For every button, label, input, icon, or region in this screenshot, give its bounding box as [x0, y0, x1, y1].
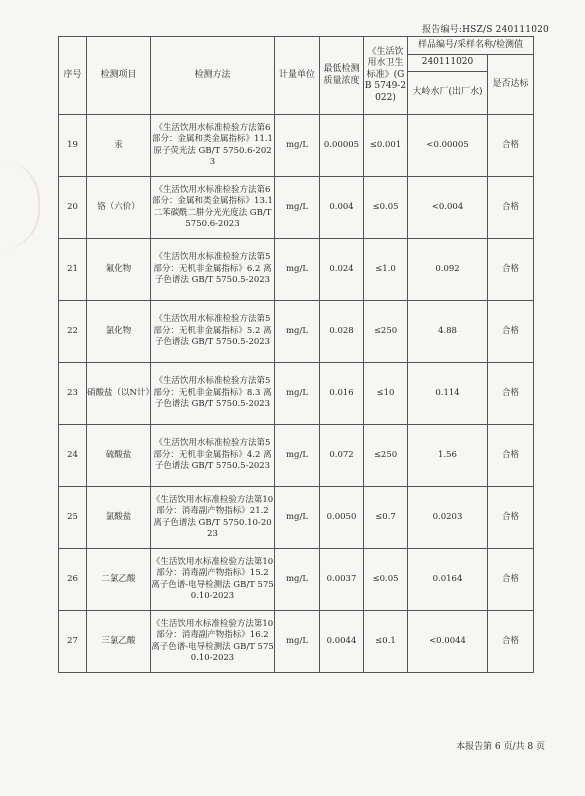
cell-item: 三氯乙酸 — [87, 611, 151, 673]
cell-unit: mg/L — [275, 425, 320, 487]
table-row — [59, 115, 534, 177]
cell-method: 《生活饮用水标准检验方法第5部分：无机非金属指标》4.2 离子色谱法 GB/T 5750.5-2023 — [151, 425, 275, 487]
cell-result: 合格 — [488, 425, 534, 487]
cell-item: 铬（六价） — [87, 177, 151, 239]
cell-mdl: 0.016 — [320, 363, 364, 425]
cell-mdl: 0.0037 — [320, 549, 364, 611]
header-conclusion: 是否达标 — [488, 55, 534, 115]
results-body — [59, 115, 534, 673]
header-mdl: 最低检测质量浓度 — [320, 37, 364, 115]
cell-result: 合格 — [488, 239, 534, 301]
cell-unit: mg/L — [275, 301, 320, 363]
cell-method: 《生活饮用水标准检验方法第5部分：无机非金属指标》8.3 离子色谱法 GB/T 5750.5-2023 — [151, 363, 275, 425]
results-table — [58, 36, 534, 673]
table-row — [59, 487, 534, 549]
header-method: 检测方法 — [151, 37, 275, 115]
cell-limit: ≤0.05 — [364, 177, 408, 239]
cell-value: 0.0203 — [408, 487, 488, 549]
header-no: 序号 — [59, 37, 87, 115]
cell-mdl: 0.028 — [320, 301, 364, 363]
cell-no: 23 — [59, 363, 87, 425]
cell-mdl: 0.004 — [320, 177, 364, 239]
cell-no: 27 — [59, 611, 87, 673]
cell-item: 硫酸盐 — [87, 425, 151, 487]
cell-value: <0.00005 — [408, 115, 488, 177]
cell-value: 0.0164 — [408, 549, 488, 611]
header-standard: 《生活饮用水卫生标准》(GB 5749-2022) — [364, 37, 408, 115]
header-unit: 计量单位 — [275, 37, 320, 115]
table-row — [59, 549, 534, 611]
cell-limit: ≤0.7 — [364, 487, 408, 549]
cell-no: 20 — [59, 177, 87, 239]
cell-method: 《生活饮用水标准检验方法第5部分：无机非金属指标》6.2 离子色谱法 GB/T 5750.5-2023 — [151, 239, 275, 301]
cell-item: 氯酸盐 — [87, 487, 151, 549]
header-item: 检测项目 — [87, 37, 151, 115]
header-sample-name: 大岭水厂(出厂水) — [408, 72, 488, 115]
cell-result: 合格 — [488, 549, 534, 611]
cell-method: 《生活饮用水标准检验方法第6部分：金属和类金属指标》13.1 二苯碳酰二肼分光光度法 GB/T 5750.6-2023 — [151, 177, 275, 239]
cell-limit: ≤0.05 — [364, 549, 408, 611]
cell-method: 《生活饮用水标准检验方法第5部分：无机非金属指标》5.2 离子色谱法 GB/T 5750.5-2023 — [151, 301, 275, 363]
cell-no: 26 — [59, 549, 87, 611]
cell-value: 4.88 — [408, 301, 488, 363]
cell-unit: mg/L — [275, 487, 320, 549]
cell-limit: ≤250 — [364, 425, 408, 487]
cell-limit: ≤0.001 — [364, 115, 408, 177]
header-sample-id: 240111020 — [408, 55, 488, 72]
page-footer: 本报告第 6 页/共 8 页 — [456, 742, 545, 752]
cell-value: 0.092 — [408, 239, 488, 301]
cell-method: 《生活饮用水标准检验方法第10部分：消毒副产物指标》16.2 离子色谱-电导检测法 GB/T 5750.10-2023 — [151, 611, 275, 673]
cell-mdl: 0.0044 — [320, 611, 364, 673]
cell-limit: ≤10 — [364, 363, 408, 425]
cell-unit: mg/L — [275, 115, 320, 177]
cell-method: 《生活饮用水标准检验方法第6部分：金属和类金属指标》11.1 原子荧光法 GB/T 5750.6-2023 — [151, 115, 275, 177]
table-row — [59, 177, 534, 239]
cell-unit: mg/L — [275, 177, 320, 239]
cell-limit: ≤250 — [364, 301, 408, 363]
cell-value: <0.0044 — [408, 611, 488, 673]
cell-no: 21 — [59, 239, 87, 301]
cell-no: 19 — [59, 115, 87, 177]
cell-unit: mg/L — [275, 611, 320, 673]
cell-mdl: 0.0050 — [320, 487, 364, 549]
cell-value: 0.114 — [408, 363, 488, 425]
cell-no: 24 — [59, 425, 87, 487]
cell-limit: ≤0.1 — [364, 611, 408, 673]
header-sample-group: 样品编号/采样名称/检测值 — [408, 37, 534, 55]
cell-result: 合格 — [488, 363, 534, 425]
cell-item: 氟化物 — [87, 239, 151, 301]
table-row — [59, 301, 534, 363]
cell-result: 合格 — [488, 487, 534, 549]
cell-result: 合格 — [488, 177, 534, 239]
cell-item: 汞 — [87, 115, 151, 177]
cell-unit: mg/L — [275, 239, 320, 301]
cell-result: 合格 — [488, 115, 534, 177]
cell-value: <0.004 — [408, 177, 488, 239]
table-row — [59, 425, 534, 487]
report-number: 报告编号:HSZ/S 240111020 — [422, 25, 549, 35]
cell-item: 二氯乙酸 — [87, 549, 151, 611]
cell-method: 《生活饮用水标准检验方法第10部分：消毒副产物指标》15.2 离子色谱-电导检测法 GB/T 5750.10-2023 — [151, 549, 275, 611]
cell-mdl: 0.00005 — [320, 115, 364, 177]
cell-result: 合格 — [488, 301, 534, 363]
seal-stamp-fragment — [0, 160, 40, 250]
table-row — [59, 363, 534, 425]
table-row — [59, 239, 534, 301]
cell-item: 氯化物 — [87, 301, 151, 363]
cell-no: 22 — [59, 301, 87, 363]
cell-unit: mg/L — [275, 549, 320, 611]
cell-value: 1.56 — [408, 425, 488, 487]
table-row — [59, 611, 534, 673]
cell-result: 合格 — [488, 611, 534, 673]
cell-limit: ≤1.0 — [364, 239, 408, 301]
cell-method: 《生活饮用水标准检验方法第10部分：消毒副产物指标》21.2 离子色谱法 GB/T 5750.10-2023 — [151, 487, 275, 549]
cell-unit: mg/L — [275, 363, 320, 425]
cell-item: 硝酸盐（以N计） — [87, 363, 151, 425]
cell-mdl: 0.024 — [320, 239, 364, 301]
cell-mdl: 0.072 — [320, 425, 364, 487]
cell-no: 25 — [59, 487, 87, 549]
